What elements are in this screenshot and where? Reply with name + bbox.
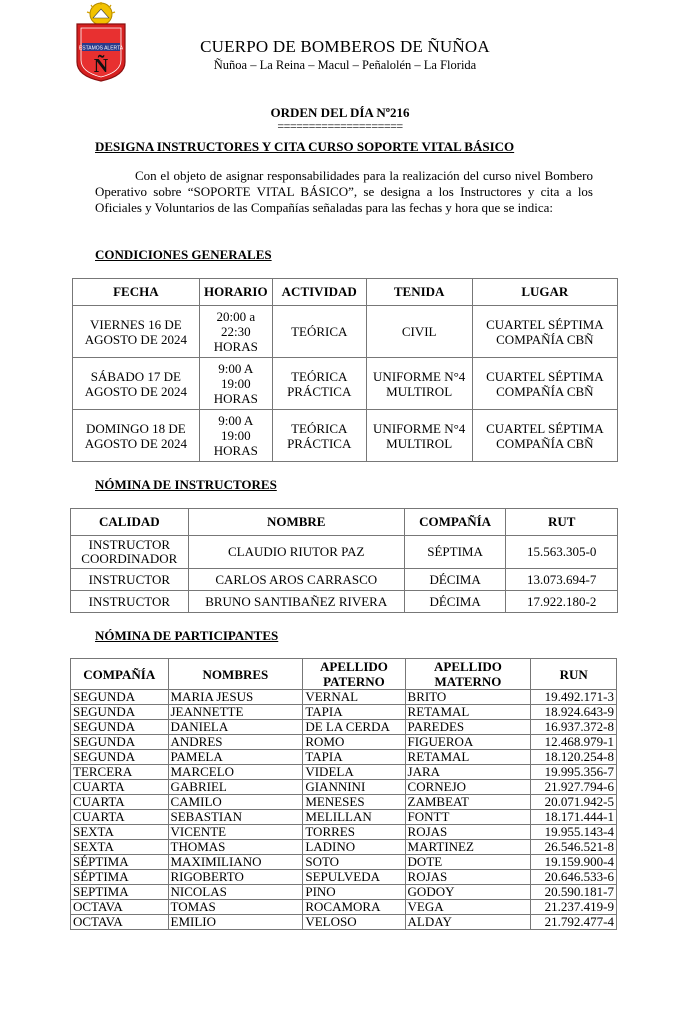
participants-body [71, 690, 617, 930]
table-row [71, 569, 618, 591]
table-cell: CUARTA [71, 795, 169, 810]
column-header: COMPAÑÍA [404, 509, 506, 536]
fire-department-crest-logo [73, 2, 129, 82]
table-cell: ALDAY [405, 915, 531, 930]
table-cell: RIGOBERTO [168, 870, 303, 885]
column-header: TENIDA [366, 279, 472, 306]
table-cell: CORNEJO [405, 780, 531, 795]
table-cell: DE LA CERDA [303, 720, 405, 735]
table-cell: MARTINEZ [405, 840, 531, 855]
table-cell: MELILLAN [303, 810, 405, 825]
table-cell: THOMAS [168, 840, 303, 855]
column-header: NOMBRES [168, 659, 303, 690]
table-cell: 17.922.180-2 [506, 591, 618, 613]
table-cell: DOTE [405, 855, 531, 870]
table-cell: BRUNO SANTIBAÑEZ RIVERA [188, 591, 404, 613]
table-cell: CUARTEL SÉPTIMA COMPAÑÍA CBÑ [472, 306, 617, 358]
table-cell: CUARTEL SÉPTIMA COMPAÑÍA CBÑ [472, 410, 617, 462]
table-cell: UNIFORME N°4 MULTIROL [366, 410, 472, 462]
table-cell: 26.546.521-8 [531, 840, 617, 855]
table-cell: 18.120.254-8 [531, 750, 617, 765]
table-cell: TEÓRICA PRÁCTICA [272, 358, 366, 410]
table-row [71, 885, 617, 900]
table-cell: UNIFORME N°4 MULTIROL [366, 358, 472, 410]
table-cell: TAPIA [303, 705, 405, 720]
column-header: APELLIDO MATERNO [405, 659, 531, 690]
column-header: CALIDAD [71, 509, 189, 536]
table-cell: LADINO [303, 840, 405, 855]
table-header-row [71, 509, 618, 536]
table-cell: 19.159.900-4 [531, 855, 617, 870]
table-row [71, 690, 617, 705]
table-header-row [73, 279, 618, 306]
table-row [71, 720, 617, 735]
table-cell: 21.927.794-6 [531, 780, 617, 795]
table-cell: 20.590.181-7 [531, 885, 617, 900]
table-cell: JARA [405, 765, 531, 780]
intro-paragraph: Con el objeto de asignar responsabilidades para la realización del curso nivel Bombero Operativo sobre “SOPORTE VITAL BÁSICO”, se designa a los Instructores y cita a los Oficiales y Voluntarios de las Compañías señaladas para las fechas y hora que se indica: [95, 168, 593, 215]
table-cell: TOMAS [168, 900, 303, 915]
table-cell: 18.171.444-1 [531, 810, 617, 825]
table-cell: CUARTA [71, 810, 169, 825]
table-cell: SEGUNDA [71, 720, 169, 735]
svg-text:Ñ: Ñ [93, 55, 109, 77]
table-row [71, 870, 617, 885]
table-cell: FIGUEROA [405, 735, 531, 750]
column-header: FECHA [73, 279, 200, 306]
column-header: RUN [531, 659, 617, 690]
table-cell: 15.563.305-0 [506, 536, 618, 569]
table-cell: 20:00 a 22:30 HORAS [199, 306, 272, 358]
table-cell: PINO [303, 885, 405, 900]
table-cell: 19.492.171-3 [531, 690, 617, 705]
table-row [71, 840, 617, 855]
column-header: ACTIVIDAD [272, 279, 366, 306]
table-cell: VEGA [405, 900, 531, 915]
table-cell: SEXTA [71, 840, 169, 855]
table-cell: 21.237.419-9 [531, 900, 617, 915]
table-cell: SEGUNDA [71, 735, 169, 750]
table-row [71, 825, 617, 840]
table-cell: TERCERA [71, 765, 169, 780]
table-row [71, 591, 618, 613]
table-cell: DÉCIMA [404, 569, 506, 591]
table-cell: SÉPTIMA [71, 855, 169, 870]
table-cell: GIANNINI [303, 780, 405, 795]
table-cell: MARCELO [168, 765, 303, 780]
table-cell: 9:00 A 19:00 HORAS [199, 358, 272, 410]
column-header: APELLIDO PATERNO [303, 659, 405, 690]
column-header: NOMBRE [188, 509, 404, 536]
participants-table [70, 658, 617, 930]
table-cell: RETAMAL [405, 705, 531, 720]
table-cell: CAMILO [168, 795, 303, 810]
organization-header [150, 37, 540, 73]
table-cell: RETAMAL [405, 750, 531, 765]
table-cell: NICOLAS [168, 885, 303, 900]
table-cell: 21.792.477-4 [531, 915, 617, 930]
table-cell: SÉPTIMA [404, 536, 506, 569]
table-row [71, 795, 617, 810]
table-cell: SEGUNDA [71, 750, 169, 765]
table-cell: ROCAMORA [303, 900, 405, 915]
table-cell: MENESES [303, 795, 405, 810]
table-cell: VICENTE [168, 825, 303, 840]
table-cell: OCTAVA [71, 915, 169, 930]
table-cell: VELOSO [303, 915, 405, 930]
table-row [71, 536, 618, 569]
table-cell: VIDELA [303, 765, 405, 780]
table-cell: 9:00 A 19:00 HORAS [199, 410, 272, 462]
table-cell: 19.995.356-7 [531, 765, 617, 780]
table-cell: 20.646.533-6 [531, 870, 617, 885]
table-cell: INSTRUCTOR [71, 591, 189, 613]
table-row [71, 900, 617, 915]
table-row [71, 855, 617, 870]
table-cell: PAMELA [168, 750, 303, 765]
table-row [73, 410, 618, 462]
table-cell: SEPULVEDA [303, 870, 405, 885]
column-header: COMPAÑÍA [71, 659, 169, 690]
table-cell: INSTRUCTOR [71, 569, 189, 591]
participants-heading: NÓMINA DE PARTICIPANTES [95, 628, 279, 643]
table-row [73, 306, 618, 358]
conditions-table [72, 278, 618, 462]
organization-name: CUERPO DE BOMBEROS DE ÑUÑOA [200, 37, 490, 56]
table-cell: DOMINGO 18 DE AGOSTO DE 2024 [73, 410, 200, 462]
table-cell: JEANNETTE [168, 705, 303, 720]
table-cell: CUARTEL SÉPTIMA COMPAÑÍA CBÑ [472, 358, 617, 410]
table-cell: CIVIL [366, 306, 472, 358]
table-cell: INSTRUCTOR COORDINADOR [71, 536, 189, 569]
table-cell: SÉPTIMA [71, 870, 169, 885]
table-cell: 19.955.143-4 [531, 825, 617, 840]
table-row [71, 780, 617, 795]
table-cell: 16.937.372-8 [531, 720, 617, 735]
table-cell: MAXIMILIANO [168, 855, 303, 870]
table-cell: CARLOS AROS CARRASCO [188, 569, 404, 591]
table-cell: SEXTA [71, 825, 169, 840]
table-cell: VIERNES 16 DE AGOSTO DE 2024 [73, 306, 200, 358]
table-cell: ANDRES [168, 735, 303, 750]
svg-text:ESTAMOS ALERTA: ESTAMOS ALERTA [78, 45, 124, 52]
table-row [73, 358, 618, 410]
table-cell: ZAMBEAT [405, 795, 531, 810]
table-row [71, 810, 617, 825]
table-cell: SÁBADO 17 DE AGOSTO DE 2024 [73, 358, 200, 410]
table-cell: OCTAVA [71, 900, 169, 915]
table-cell: EMILIO [168, 915, 303, 930]
table-cell: ROJAS [405, 825, 531, 840]
table-cell: 13.073.694-7 [506, 569, 618, 591]
table-cell: SOTO [303, 855, 405, 870]
table-cell: MARIA JESUS [168, 690, 303, 705]
table-cell: TEÓRICA PRÁCTICA [272, 410, 366, 462]
order-title: ORDEN DEL DÍA Nº216 [270, 105, 410, 120]
table-row [71, 705, 617, 720]
table-cell: FONTT [405, 810, 531, 825]
table-cell: ROMO [303, 735, 405, 750]
organization-communes: Ñuñoa – La Reina – Macul – Peñalolén – La Florida [213, 58, 477, 72]
table-cell: TEÓRICA [272, 306, 366, 358]
table-cell: PAREDES [405, 720, 531, 735]
column-header: RUT [506, 509, 618, 536]
conditions-heading: CONDICIONES GENERALES [95, 247, 272, 262]
table-cell: SEGUNDA [71, 705, 169, 720]
table-cell: 20.071.942-5 [531, 795, 617, 810]
table-cell: CLAUDIO RIUTOR PAZ [188, 536, 404, 569]
table-row [71, 765, 617, 780]
table-cell: DANIELA [168, 720, 303, 735]
table-cell: SEBASTIAN [168, 810, 303, 825]
table-row [71, 915, 617, 930]
table-cell: TORRES [303, 825, 405, 840]
order-title-rule: ==================== [277, 119, 403, 133]
table-cell: ROJAS [405, 870, 531, 885]
table-cell: GODOY [405, 885, 531, 900]
table-cell: TAPIA [303, 750, 405, 765]
table-header-row [71, 659, 617, 690]
column-header: HORARIO [199, 279, 272, 306]
table-cell: GABRIEL [168, 780, 303, 795]
table-cell: CUARTA [71, 780, 169, 795]
subject-heading: DESIGNA INSTRUCTORES Y CITA CURSO SOPORTE VITAL BÁSICO [95, 139, 515, 154]
table-cell: DÉCIMA [404, 591, 506, 613]
table-cell: VERNAL [303, 690, 405, 705]
instructors-heading: NÓMINA DE INSTRUCTORES [95, 477, 277, 492]
instructors-table [70, 508, 618, 613]
table-cell: SEPTIMA [71, 885, 169, 900]
table-row [71, 750, 617, 765]
column-header: LUGAR [472, 279, 617, 306]
table-cell: 12.468.979-1 [531, 735, 617, 750]
table-row [71, 735, 617, 750]
table-cell: 18.924.643-9 [531, 705, 617, 720]
table-cell: BRITO [405, 690, 531, 705]
table-cell: SEGUNDA [71, 690, 169, 705]
